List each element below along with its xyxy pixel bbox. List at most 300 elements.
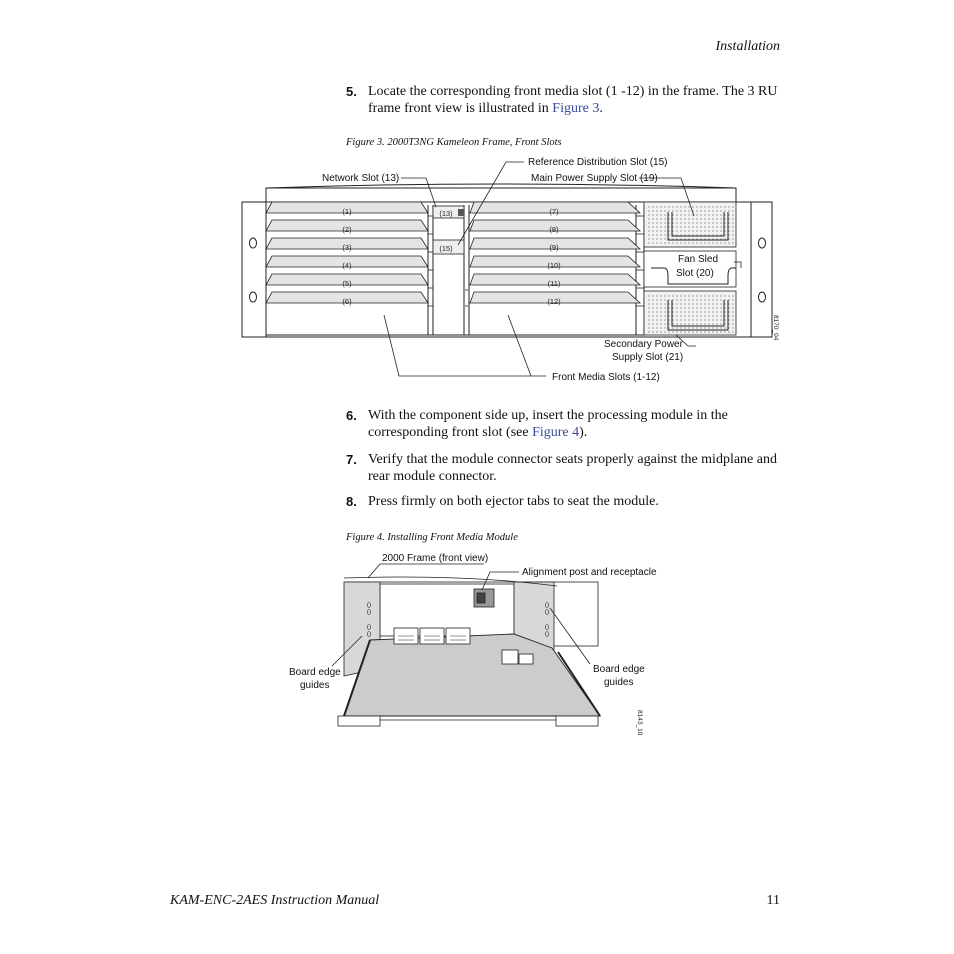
perforation-dot [664,234,666,236]
fan-sled-callout: Slot (20) [676,268,714,279]
perforation-dot [684,218,686,220]
perforation-dot [652,222,654,224]
perforation-dot [732,230,734,232]
perforation-dot [712,315,714,317]
perforation-dot [648,295,650,297]
perforation-dot [688,206,690,208]
perforation-dot [712,299,714,301]
perforation-dot [724,206,726,208]
perforation-dot [676,307,678,309]
perforation-dot [720,323,722,325]
perforation-dot [652,295,654,297]
perforation-dot [716,206,718,208]
perforation-dot [692,206,694,208]
perforation-dot [660,234,662,236]
perforation-dot [732,319,734,321]
perforation-dot [712,303,714,305]
perforation-dot [688,307,690,309]
perforation-dot [724,331,726,333]
perforation-dot [680,242,682,244]
perforation-dot [652,218,654,220]
perforation-dot [688,303,690,305]
perforation-dot [704,311,706,313]
perforation-dot [696,242,698,244]
perforation-dot [648,230,650,232]
slot-label: (10) [547,261,561,270]
slot-label: (3) [342,243,352,252]
perforation-dot [680,319,682,321]
step-number: 5. [346,84,357,99]
perforation-dot [652,303,654,305]
secondary-power-callout: Supply Slot (21) [612,352,684,363]
perforation-dot [676,327,678,329]
perforation-dot [684,242,686,244]
perforation-dot [716,303,718,305]
perforation-dot [720,315,722,317]
perforation-dot [652,226,654,228]
perforation-dot [676,311,678,313]
perforation-dot [720,299,722,301]
perforation-dot [648,210,650,212]
perforation-dot [688,315,690,317]
perforation-dot [700,206,702,208]
perforation-dot [696,226,698,228]
perforation-dot [708,218,710,220]
perforation-dot [656,327,658,329]
perforation-dot [660,327,662,329]
perforation-dot [704,218,706,220]
perforation-dot [716,331,718,333]
perforation-dot [704,222,706,224]
perforation-dot [680,307,682,309]
perforation-dot [660,226,662,228]
perforation-dot [716,307,718,309]
perforation-dot [692,242,694,244]
perforation-dot [720,327,722,329]
perforation-dot [664,327,666,329]
perforation-dot [668,242,670,244]
perforation-dot [704,214,706,216]
perforation-dot [672,331,674,333]
perforation-dot [696,327,698,329]
perforation-dot [700,323,702,325]
perforation-dot [732,315,734,317]
perforation-dot [660,242,662,244]
front-media-callout: Front Media Slots (1-12) [552,372,660,383]
perforation-dot [708,299,710,301]
perforation-dot [716,299,718,301]
perforation-dot [696,230,698,232]
perforation-dot [680,206,682,208]
perforation-dot [660,331,662,333]
perforation-dot [732,307,734,309]
perforation-dot [648,214,650,216]
perforation-dot [688,299,690,301]
perforation-dot [696,295,698,297]
perforation-dot [676,303,678,305]
perforation-dot [684,295,686,297]
perforation-dot [680,230,682,232]
perforation-dot [720,210,722,212]
perforation-dot [684,222,686,224]
perforation-dot [720,242,722,244]
step-number: 8. [346,494,357,509]
perforation-dot [660,210,662,212]
perforation-dot [668,295,670,297]
perforation-dot [648,234,650,236]
perforation-dot [696,311,698,313]
perforation-dot [700,214,702,216]
perforation-dot [704,226,706,228]
perforation-dot [732,222,734,224]
perforation-dot [656,214,658,216]
perforation-dot [660,299,662,301]
figure-id: 8143_10 [636,710,643,736]
perforation-dot [692,303,694,305]
slot-label: (8) [549,225,559,234]
perforation-dot [692,311,694,313]
perforation-dot [652,331,654,333]
perforation-dot [728,210,730,212]
perforation-dot [676,299,678,301]
perforation-dot [708,230,710,232]
perforation-dot [712,295,714,297]
perforation-dot [660,214,662,216]
slot-label: (2) [342,225,352,234]
perforation-dot [664,295,666,297]
perforation-dot [732,218,734,220]
perforation-dot [704,331,706,333]
perforation-dot [724,295,726,297]
perforation-dot [716,230,718,232]
perforation-dot [656,206,658,208]
perforation-dot [660,303,662,305]
frame-callout: 2000 Frame (front view) [382,553,489,564]
perforation-dot [660,206,662,208]
board-edge-guides-right-callout: guides [604,677,634,688]
perforation-dot [716,218,718,220]
fan-sled-callout: Fan Sled [678,254,719,265]
perforation-dot [720,214,722,216]
perforation-dot [704,303,706,305]
figure-3-link[interactable]: Figure 3 [552,101,600,116]
figure-3-caption: Figure 3. 2000T3NG Kameleon Frame, Front Slots [346,137,562,148]
perforation-dot [696,331,698,333]
perforation-dot [728,206,730,208]
perforation-dot [656,311,658,313]
perforation-dot [676,214,678,216]
perforation-dot [720,295,722,297]
perforation-dot [648,311,650,313]
perforation-dot [684,230,686,232]
perforation-dot [688,218,690,220]
perforation-dot [684,331,686,333]
perforation-dot [732,331,734,333]
perforation-dot [716,323,718,325]
perforation-dot [704,299,706,301]
perforation-dot [652,323,654,325]
perforation-dot [728,331,730,333]
perforation-dot [664,210,666,212]
perforation-dot [700,327,702,329]
perforation-dot [720,303,722,305]
perforation-dot [692,222,694,224]
perforation-dot [716,242,718,244]
perforation-dot [712,327,714,329]
perforation-dot [700,210,702,212]
perforation-dot [716,295,718,297]
perforation-dot [684,315,686,317]
figure-4-install-diagram [282,548,662,738]
step-text: Locate the corresponding front media slot (1 -12) in the frame. The 3 RU frame front view is illustrated in Figure 3. [368,84,778,116]
perforation-dot [732,303,734,305]
perforation-dot [720,226,722,228]
main-power-callout: Main Power Supply Slot (19) [531,173,658,184]
board-edge-guides-left-callout: guides [300,680,330,691]
perforation-dot [664,303,666,305]
perforation-dot [656,242,658,244]
perforation-dot [660,319,662,321]
perforation-dot [716,319,718,321]
perforation-dot [696,210,698,212]
perforation-dot [656,222,658,224]
ejector-tab-right[interactable] [556,716,598,726]
perforation-dot [676,323,678,325]
perforation-dot [648,222,650,224]
perforation-dot [664,230,666,232]
perforation-dot [688,226,690,228]
perforation-dot [700,303,702,305]
figure-4-link[interactable]: Figure 4 [532,425,580,440]
perforation-dot [652,319,654,321]
perforation-dot [684,319,686,321]
perforation-dot [664,323,666,325]
perforation-dot [648,218,650,220]
perforation-dot [676,315,678,317]
perforation-dot [696,307,698,309]
perforation-dot [652,210,654,212]
perforation-dot [704,295,706,297]
perforation-dot [664,242,666,244]
perforation-dot [656,315,658,317]
perforation-dot [716,222,718,224]
perforation-dot [664,319,666,321]
perforation-dot [664,214,666,216]
perforation-dot [732,214,734,216]
perforation-dot [728,295,730,297]
perforation-dot [688,242,690,244]
perforation-dot [708,311,710,313]
slot-label: (9) [549,243,559,252]
perforation-dot [684,303,686,305]
perforation-dot [656,210,658,212]
perforation-dot [700,230,702,232]
slot-label: (7) [549,207,559,216]
perforation-dot [648,307,650,309]
perforation-dot [732,323,734,325]
perforation-dot [664,311,666,313]
perforation-dot [664,226,666,228]
perforation-dot [660,230,662,232]
perforation-dot [672,295,674,297]
perforation-dot [652,238,654,240]
perforation-dot [704,327,706,329]
perforation-dot [660,315,662,317]
perforation-dot [692,331,694,333]
slot-label: (4) [342,261,352,270]
perforation-dot [652,327,654,329]
perforation-dot [668,206,670,208]
perforation-dot [648,315,650,317]
perforation-dot [720,206,722,208]
perforation-dot [704,242,706,244]
alignment-callout: Alignment post and receptacle [522,567,657,578]
perforation-dot [712,311,714,313]
perforation-dot [732,238,734,240]
step-number: 7. [346,452,357,467]
perforation-dot [712,206,714,208]
perforation-dot [688,210,690,212]
perforation-dot [680,331,682,333]
perforation-dot [708,222,710,224]
perforation-dot [720,307,722,309]
perforation-dot [680,222,682,224]
perforation-dot [680,214,682,216]
perforation-dot [708,242,710,244]
perforation-dot [648,242,650,244]
perforation-dot [688,295,690,297]
perforation-dot [700,242,702,244]
perforation-dot [648,206,650,208]
slot-label: (12) [547,297,561,306]
perforation-dot [664,307,666,309]
perforation-dot [676,218,678,220]
perforation-dot [684,311,686,313]
perforation-dot [724,210,726,212]
perforation-dot [732,299,734,301]
perforation-dot [684,210,686,212]
perforation-dot [676,319,678,321]
perforation-dot [680,303,682,305]
perforation-dot [700,319,702,321]
perforation-dot [676,226,678,228]
perforation-dot [684,307,686,309]
perforation-dot [660,222,662,224]
perforation-dot [672,210,674,212]
perforation-dot [652,299,654,301]
slot-label: (5) [342,279,352,288]
perforation-dot [656,303,658,305]
perforation-dot [700,295,702,297]
perforation-dot [704,307,706,309]
perforation-dot [708,327,710,329]
perforation-dot [656,319,658,321]
perforation-dot [692,299,694,301]
perforation-dot [680,311,682,313]
perforation-dot [708,315,710,317]
perforation-dot [708,319,710,321]
perforation-dot [680,323,682,325]
perforation-dot [676,206,678,208]
perforation-dot [656,331,658,333]
perforation-dot [704,319,706,321]
perforation-dot [688,331,690,333]
perforation-dot [692,295,694,297]
page-number: 11 [766,893,780,908]
perforation-dot [716,311,718,313]
perforation-dot [712,222,714,224]
perforation-dot [688,327,690,329]
perforation-dot [688,311,690,313]
perforation-dot [712,331,714,333]
perforation-dot [708,226,710,228]
perforation-dot [732,206,734,208]
perforation-dot [716,214,718,216]
perforation-dot [732,295,734,297]
perforation-dot [708,214,710,216]
perforation-dot [716,327,718,329]
network-slot-callout: Network Slot (13) [322,173,400,184]
perforation-dot [668,331,670,333]
perforation-dot [712,319,714,321]
perforation-dot [712,242,714,244]
slot-label: (1) [342,207,352,216]
perforation-dot [684,299,686,301]
perforation-dot [648,331,650,333]
perforation-dot [732,327,734,329]
perforation-dot [720,222,722,224]
step-text: Verify that the module connector seats properly against the midplane and rear module connector. [368,452,777,484]
perforation-dot [656,238,658,240]
perforation-dot [708,295,710,297]
perforation-dot [648,238,650,240]
perforation-dot [660,323,662,325]
perforation-dot [732,234,734,236]
perforation-dot [732,242,734,244]
perforation-dot [704,315,706,317]
perforation-dot [720,331,722,333]
perforation-dot [652,230,654,232]
perforation-dot [720,230,722,232]
ref-dist-callout: Reference Distribution Slot (15) [528,157,668,168]
perforation-dot [696,323,698,325]
perforation-dot [712,226,714,228]
perforation-dot [676,331,678,333]
perforation-dot [648,303,650,305]
perforation-dot [684,327,686,329]
perforation-dot [652,206,654,208]
perforation-dot [656,295,658,297]
perforation-dot [660,295,662,297]
perforation-dot [664,238,666,240]
perforation-dot [676,242,678,244]
perforation-dot [700,315,702,317]
perforation-dot [732,210,734,212]
board-edge-guides-right-callout: Board edge [593,664,645,675]
perforation-dot [700,331,702,333]
perforation-dot [692,315,694,317]
perforation-dot [732,311,734,313]
perforation-dot [664,222,666,224]
step-text: With the component side up, insert the processing module in the corresponding front slot (see Figure 4). [368,408,728,440]
perforation-dot [692,327,694,329]
perforation-dot [648,226,650,228]
board-edge-guides-left-callout: Board edge [289,667,341,678]
ejector-tab-left[interactable] [338,716,380,726]
perforation-dot [712,323,714,325]
perforation-dot [664,331,666,333]
slot-13-connector [458,209,464,216]
